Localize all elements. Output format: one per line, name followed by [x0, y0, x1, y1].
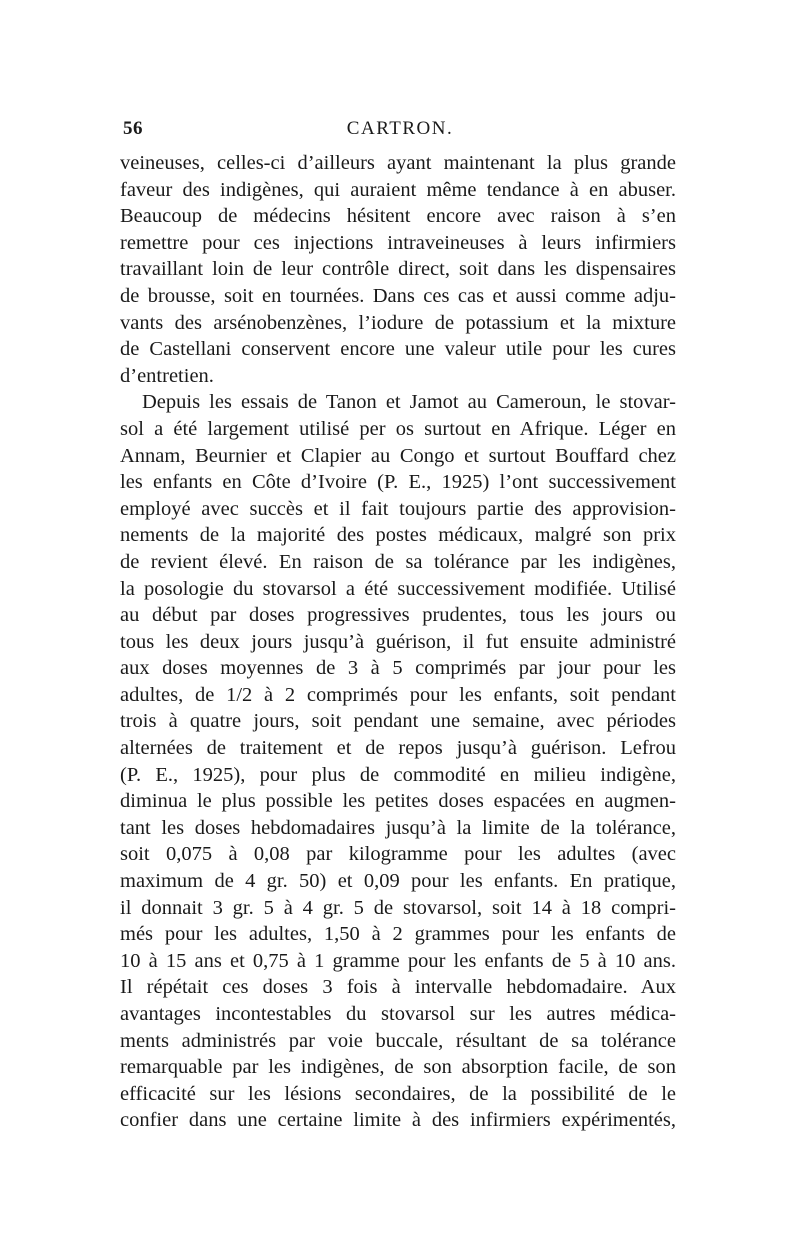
page-header [123, 118, 677, 148]
text-line: de revient élevé. En raison de sa tolérance par les indigènes, [120, 550, 676, 573]
text-line: avantages incontestables du stovarsol sur les autres médica- [120, 1003, 676, 1025]
text-line: vants des arsénobenzènes, l’iodure de potassium et la mixture [120, 311, 676, 334]
text-line: nements de la majorité des postes médicaux, malgré son prix [120, 524, 676, 547]
text-line: les enfants en Côte d’Ivoire (P. E., 1925) l’ont successivement [120, 471, 676, 494]
text-line: 10 à 15 ans et 0,75 à 1 gramme pour les enfants de 5 à 10 ans. [120, 949, 676, 972]
text-line: adultes, de 1/2 à 2 comprimés pour les enfants, soit pendant [120, 683, 676, 706]
running-head: CARTRON. [346, 118, 454, 139]
text-line: de brousse, soit en tournées. Dans ces cas et aussi comme adju- [120, 284, 676, 307]
text-line: alternées de traitement et de repos jusqu’à guérison. Lefrou [120, 737, 676, 760]
text-line: confier dans une certaine limite à des infirmiers expérimentés, [120, 1109, 676, 1132]
text-line: Depuis les essais de Tanon et Jamot au Cameroun, le stovar- [142, 391, 676, 414]
text-line: remettre pour ces injections intraveineuses à leurs infirmiers [120, 231, 676, 254]
text-line: trois à quatre jours, soit pendant une semaine, avec périodes [120, 710, 676, 733]
text-line: maximum de 4 gr. 50) et 0,09 pour les enfants. En pratique, [120, 870, 676, 893]
text-line: d’entretien. [120, 364, 214, 387]
text-line: diminua le plus possible les petites doses espacées en augmen- [120, 790, 676, 813]
text-line: (P. E., 1925), pour plus de commodité en milieu indigène, [120, 763, 676, 786]
text-line: efficacité sur les lésions secondaires, de la possibilité de le [120, 1082, 676, 1105]
text-line: travaillant loin de leur contrôle direct, soit dans les dispensaires [120, 258, 676, 281]
text-line: Beaucoup de médecins hésitent encore avec raison à s’en [120, 205, 676, 228]
text-line: Il répétait ces doses 3 fois à intervalle hebdomadaire. Aux [120, 976, 676, 999]
body-text [120, 150, 676, 1134]
text-line: de Castellani conservent encore une valeur utile pour les cures [120, 338, 676, 361]
text-line: veineuses, celles-ci d’ailleurs ayant maintenant la plus grande [120, 152, 676, 174]
page-number: 56 [123, 118, 143, 139]
text-line: tous les deux jours jusqu’à guérison, il fut ensuite administré [120, 630, 676, 653]
text-line: employé avec succès et il fait toujours partie des approvision- [120, 497, 676, 520]
text-line: tant les doses hebdomadaires jusqu’à la limite de la tolérance, [120, 816, 676, 839]
text-line: aux doses moyennes de 3 à 5 comprimés par jour pour les [120, 657, 676, 680]
text-line: sol a été largement utilisé per os surtout en Afrique. Léger en [120, 417, 676, 440]
text-line: soit 0,075 à 0,08 par kilogramme pour les adultes (avec [120, 843, 676, 866]
text-line: au début par doses progressives prudentes, tous les jours ou [120, 604, 676, 627]
text-line: ments administrés par voie buccale, résultant de sa tolérance [120, 1029, 676, 1052]
text-line: il donnait 3 gr. 5 à 4 gr. 5 de stovarsol, soit 14 à 18 compri- [120, 896, 676, 919]
text-line: Annam, Beurnier et Clapier au Congo et surtout Bouffard chez [120, 444, 676, 467]
text-line: remarquable par les indigènes, de son absorption facile, de son [120, 1056, 676, 1079]
text-line: la posologie du stovarsol a été successivement modifiée. Utilisé [120, 577, 676, 600]
text-line: més pour les adultes, 1,50 à 2 grammes pour les enfants de [120, 923, 676, 946]
text-line: faveur des indigènes, qui auraient même tendance à en abuser. [120, 178, 676, 201]
